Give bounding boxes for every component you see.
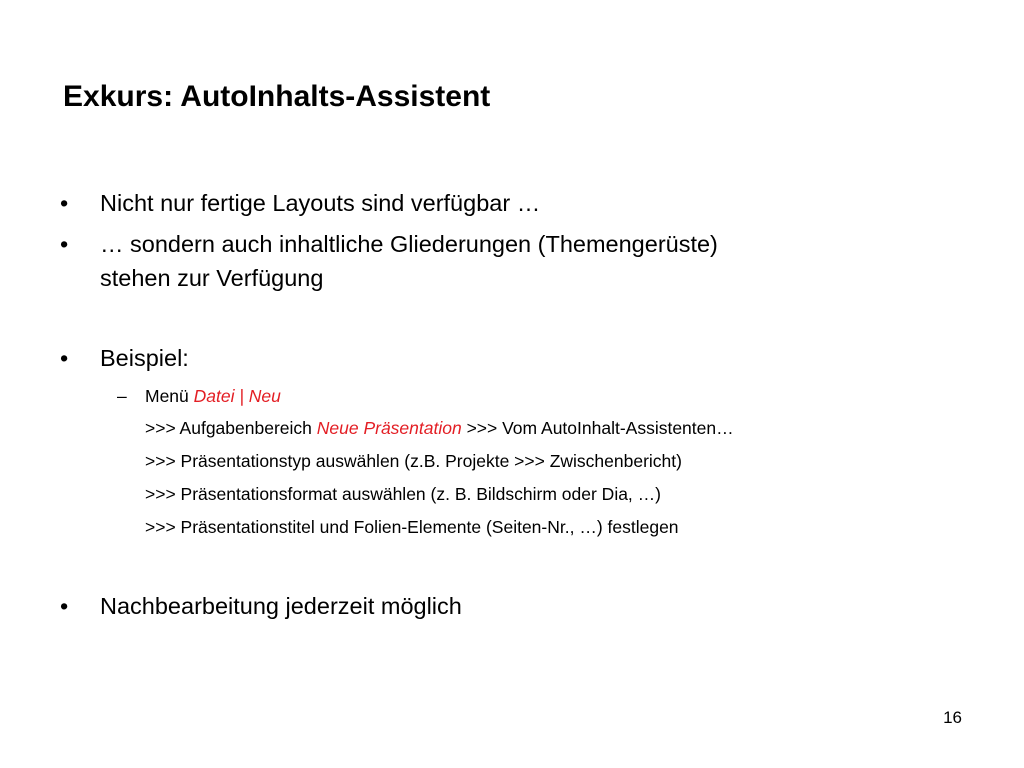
menu-path: Datei | Neu [193, 386, 281, 406]
bullet-icon: • [60, 190, 69, 216]
bullet-text: Beispiel: [100, 345, 189, 371]
step-highlight: Neue Präsentation [316, 418, 462, 438]
step-suffix: >>> Vom AutoInhalt-Assistenten… [461, 418, 734, 438]
page-number: 16 [943, 708, 962, 727]
bullet-text-line1: … sondern auch inhaltliche Gliederungen (Themengerüste) [100, 231, 718, 257]
bullet-icon: • [60, 593, 69, 619]
bullet-text: Nicht nur fertige Layouts sind verfügbar … [100, 190, 541, 216]
dash-icon: – [117, 386, 127, 406]
step-line: >>> Präsentationsformat auswählen (z. B. Bildschirm oder Dia, …) [145, 484, 661, 504]
step-prefix: >>> Aufgabenbereich [145, 418, 317, 438]
slide-title: Exkurs: AutoInhalts-Assistent [63, 80, 491, 113]
bullet-icon: • [60, 345, 69, 371]
menu-prefix: Menü [145, 386, 194, 406]
sub-item-text [145, 384, 281, 408]
step-line: >>> Präsentationstitel und Folien-Elemente (Seiten-Nr., …) festlegen [145, 517, 679, 537]
bullet-icon: • [60, 231, 69, 257]
step-line [145, 416, 734, 440]
bullet-text: Nachbearbeitung jederzeit möglich [100, 593, 462, 619]
step-line: >>> Präsentationstyp auswählen (z.B. Projekte >>> Zwischenbericht) [145, 451, 682, 471]
bullet-text-line2: stehen zur Verfügung [100, 265, 324, 291]
